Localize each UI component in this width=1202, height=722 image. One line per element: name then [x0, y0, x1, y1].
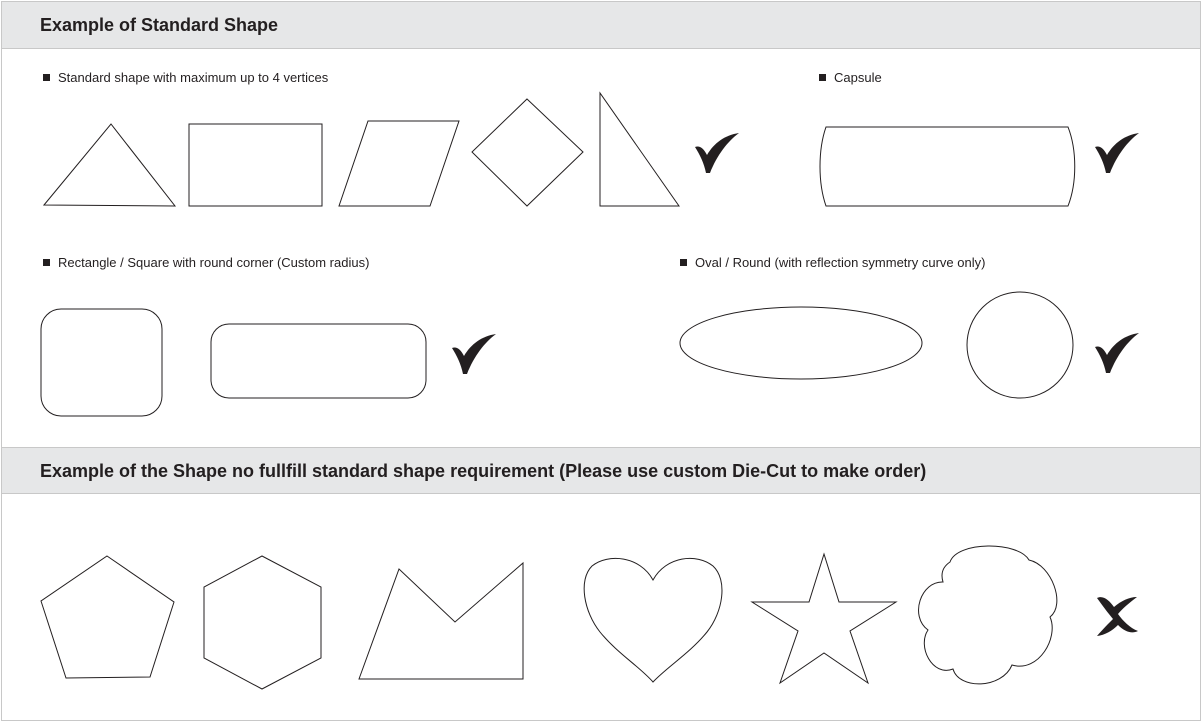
check-icon	[452, 334, 496, 374]
check-icon	[1095, 133, 1139, 173]
rounded-rectangle-shape	[211, 324, 426, 398]
label-round-corner-text: Rectangle / Square with round corner (Custom radius)	[58, 255, 370, 270]
flower-shape	[919, 546, 1057, 684]
cross-icon	[1097, 597, 1138, 636]
notched-polygon-shape	[359, 563, 523, 679]
label-capsule-text: Capsule	[834, 70, 882, 85]
label-vertices-text: Standard shape with maximum up to 4 vertices	[58, 70, 329, 85]
triangle-shape	[44, 124, 175, 206]
parallelogram-shape	[339, 121, 459, 206]
oval-shape	[680, 307, 922, 379]
rounded-square-shape	[41, 309, 162, 416]
heart-shape	[584, 558, 722, 682]
right-triangle-shape	[600, 93, 679, 206]
hexagon-shape	[204, 556, 321, 689]
header-title-nonstandard: Example of the Shape no fullfill standard shape requirement (Please use custom Die-Cut to make order)	[40, 461, 927, 481]
star-shape	[752, 554, 896, 683]
pentagon-shape	[41, 556, 174, 678]
capsule-shape	[820, 127, 1075, 206]
header-title-standard: Example of Standard Shape	[40, 15, 279, 35]
rectangle-shape	[189, 124, 322, 206]
label-oval-round-text: Oval / Round (with reflection symmetry curve only)	[695, 255, 986, 270]
circle-shape	[967, 292, 1073, 398]
diamond-shape	[472, 99, 583, 206]
check-icon	[695, 133, 739, 173]
check-icon	[1095, 333, 1139, 373]
